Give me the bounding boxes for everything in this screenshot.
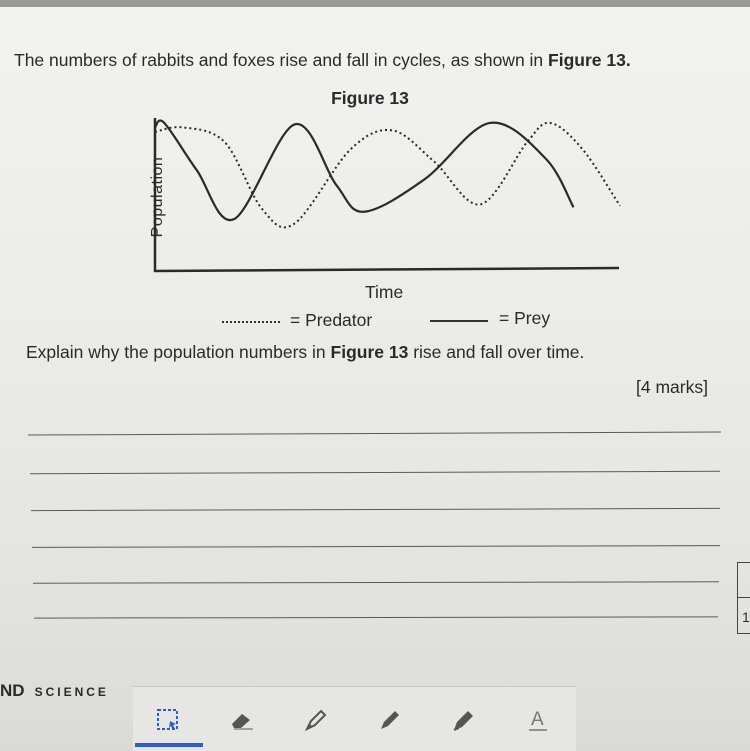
legend-predator-label: = Predator bbox=[290, 310, 373, 330]
answer-line[interactable] bbox=[34, 616, 718, 618]
prompt-tail: rise and fall over time. bbox=[413, 342, 585, 362]
question-intro bbox=[14, 50, 631, 71]
top-edge bbox=[0, 0, 750, 7]
figure-title: Figure 13 bbox=[331, 88, 409, 108]
answer-line[interactable] bbox=[32, 545, 720, 548]
eraser-tool-button[interactable] bbox=[227, 705, 257, 735]
footer-brand bbox=[0, 681, 109, 701]
answer-line[interactable] bbox=[28, 431, 721, 435]
mark-box-number: 1 bbox=[742, 609, 750, 625]
text-tool-button[interactable] bbox=[523, 705, 553, 735]
series-predator-line bbox=[155, 123, 620, 228]
answer-line[interactable] bbox=[33, 581, 719, 583]
text-icon bbox=[526, 707, 550, 733]
mark-box-divider bbox=[737, 597, 750, 598]
pen-icon bbox=[377, 707, 403, 733]
legend-prey-label: = Prey bbox=[499, 308, 551, 328]
marker-pen-icon bbox=[451, 707, 477, 733]
prompt-figure-ref: Figure 13 bbox=[330, 342, 409, 362]
select-tool-button[interactable] bbox=[153, 705, 183, 735]
marker-tool-button[interactable] bbox=[301, 705, 331, 735]
intro-text: The numbers of rabbits and foxes rise and fall in cycles, as shown in bbox=[14, 50, 544, 70]
pen-tool-button[interactable] bbox=[375, 705, 405, 735]
answer-line[interactable] bbox=[31, 508, 720, 511]
text-tool-glyph: A bbox=[531, 709, 544, 730]
dashed-select-icon bbox=[156, 708, 180, 732]
question-prompt bbox=[26, 342, 584, 363]
eraser-icon bbox=[228, 708, 256, 732]
legend-predator-swatch bbox=[222, 321, 280, 323]
brush-tool-button[interactable] bbox=[449, 705, 479, 735]
active-tool-indicator bbox=[135, 743, 203, 747]
legend-prey-swatch bbox=[430, 320, 488, 322]
prompt-text: Explain why the population numbers in bbox=[26, 342, 326, 362]
x-axis bbox=[154, 268, 619, 271]
marks-label: [4 marks] bbox=[636, 377, 708, 397]
annotation-toolbar bbox=[133, 686, 576, 751]
x-axis-label: Time bbox=[365, 282, 404, 302]
footer-science-text: SCIENCE bbox=[34, 685, 109, 699]
answer-line[interactable] bbox=[30, 471, 720, 474]
footer-brand-text: ND bbox=[0, 681, 25, 700]
y-axis-label: Population bbox=[149, 156, 166, 238]
series-prey-line bbox=[155, 121, 574, 221]
intro-figure-ref: Figure 13. bbox=[548, 50, 631, 70]
highlighter-icon bbox=[303, 707, 329, 733]
